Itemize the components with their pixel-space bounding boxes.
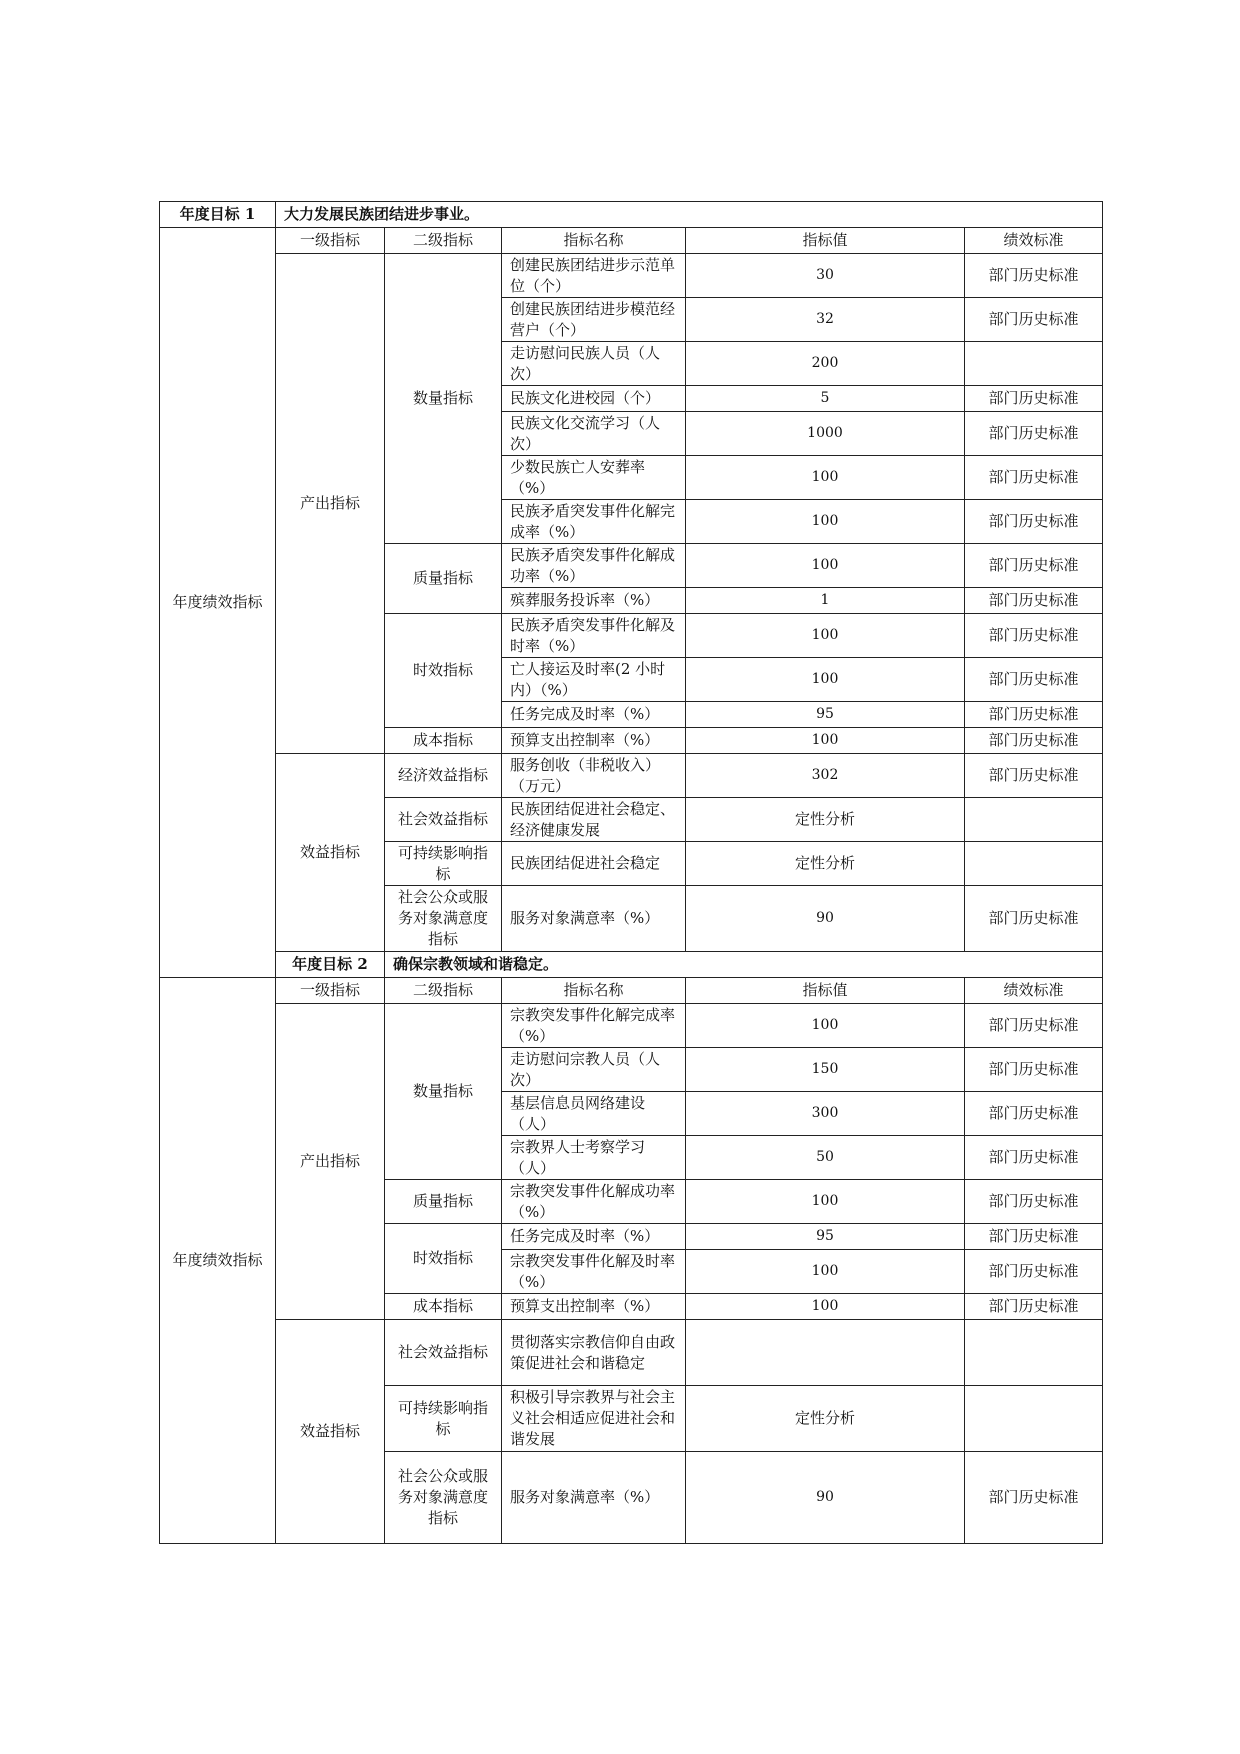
indicator-name: 创建民族团结进步示范单位（个） (502, 254, 686, 298)
level2-quantity: 数量指标 (385, 1004, 502, 1180)
indicator-value: 100 (686, 658, 965, 702)
header-row (160, 978, 1103, 1004)
indicator-name: 任务完成及时率（%） (502, 1224, 686, 1250)
indicator-value: 100 (686, 1250, 965, 1294)
goal-text: 确保宗教领域和谐稳定。 (385, 952, 1103, 978)
indicator-name: 任务完成及时率（%） (502, 702, 686, 728)
table-row (160, 754, 1103, 798)
indicator-standard: 部门历史标准 (965, 754, 1103, 798)
level2-quality: 质量指标 (385, 1180, 502, 1224)
level2-sustain: 可持续影响指标 (385, 842, 502, 886)
indicator-standard: 部门历史标准 (965, 1004, 1103, 1048)
level1-output: 产出指标 (276, 1004, 385, 1320)
indicator-name: 宗教突发事件化解成功率（%） (502, 1180, 686, 1224)
indicator-value: 1 (686, 588, 965, 614)
indicator-name: 民族文化交流学习（人次） (502, 412, 686, 456)
indicator-standard: 部门历史标准 (965, 1092, 1103, 1136)
table-row (160, 1320, 1103, 1386)
indicator-standard: 部门历史标准 (965, 614, 1103, 658)
indicator-name: 少数民族亡人安葬率（%） (502, 456, 686, 500)
header-standard: 绩效标准 (965, 228, 1103, 254)
level2-satisfaction: 社会公众或服务对象满意度指标 (385, 886, 502, 952)
goal-label: 年度目标 2 (276, 952, 385, 978)
indicator-name: 亡人接运及时率(2 小时内）（%） (502, 658, 686, 702)
indicator-standard: 部门历史标准 (965, 1224, 1103, 1250)
indicator-standard: 部门历史标准 (965, 886, 1103, 952)
indicator-value: 定性分析 (686, 842, 965, 886)
indicator-name: 基层信息员网络建设（人） (502, 1092, 686, 1136)
indicator-name: 创建民族团结进步模范经营户（个） (502, 298, 686, 342)
indicator-standard: 部门历史标准 (965, 728, 1103, 754)
indicator-standard: 部门历史标准 (965, 1136, 1103, 1180)
level2-cost: 成本指标 (385, 1294, 502, 1320)
level2-quantity: 数量指标 (385, 254, 502, 544)
indicator-value: 50 (686, 1136, 965, 1180)
level2-social: 社会效益指标 (385, 798, 502, 842)
level2-cost: 成本指标 (385, 728, 502, 754)
indicator-standard: 部门历史标准 (965, 412, 1103, 456)
level2-timeliness: 时效指标 (385, 614, 502, 728)
indicator-name: 民族矛盾突发事件化解及时率（%） (502, 614, 686, 658)
indicator-name: 积极引导宗教界与社会主义社会相适应促进社会和谐发展 (502, 1386, 686, 1452)
header-value: 指标值 (686, 978, 965, 1004)
indicator-standard: 部门历史标准 (965, 500, 1103, 544)
indicator-name: 贯彻落实宗教信仰自由政策促进社会和谐稳定 (502, 1320, 686, 1386)
indicator-value (686, 1320, 965, 1386)
indicator-name: 宗教界人士考察学习（人） (502, 1136, 686, 1180)
indicator-standard: 部门历史标准 (965, 1250, 1103, 1294)
indicator-name: 民族文化进校园（个） (502, 386, 686, 412)
indicator-standard: 部门历史标准 (965, 298, 1103, 342)
indicator-value: 95 (686, 702, 965, 728)
indicator-name: 宗教突发事件化解及时率（%） (502, 1250, 686, 1294)
indicator-value: 定性分析 (686, 1386, 965, 1452)
header-level2: 二级指标 (385, 228, 502, 254)
indicator-standard (965, 342, 1103, 386)
indicator-value: 1000 (686, 412, 965, 456)
indicator-name: 民族团结促进社会稳定、经济健康发展 (502, 798, 686, 842)
indicator-name: 预算支出控制率（%） (502, 728, 686, 754)
indicator-value: 100 (686, 1294, 965, 1320)
header-level1: 一级指标 (276, 978, 385, 1004)
header-row (160, 228, 1103, 254)
indicator-value: 95 (686, 1224, 965, 1250)
level2-sustain: 可持续影响指标 (385, 1386, 502, 1452)
indicator-value: 90 (686, 886, 965, 952)
indicator-standard: 部门历史标准 (965, 1048, 1103, 1092)
indicator-value: 100 (686, 544, 965, 588)
indicator-name: 走访慰问民族人员（人次） (502, 342, 686, 386)
indicator-standard (965, 798, 1103, 842)
indicator-standard (965, 1386, 1103, 1452)
indicator-value: 100 (686, 500, 965, 544)
indicator-value: 300 (686, 1092, 965, 1136)
indicator-name: 民族团结促进社会稳定 (502, 842, 686, 886)
header-name: 指标名称 (502, 228, 686, 254)
indicator-name: 服务创收（非税收入）（万元） (502, 754, 686, 798)
indicator-name: 服务对象满意率（%） (502, 1452, 686, 1544)
indicator-value: 302 (686, 754, 965, 798)
indicator-standard (965, 1320, 1103, 1386)
indicator-name: 预算支出控制率（%） (502, 1294, 686, 1320)
goal-text: 大力发展民族团结进步事业。 (276, 202, 1103, 228)
indicator-name: 民族矛盾突发事件化解成功率（%） (502, 544, 686, 588)
indicator-value: 200 (686, 342, 965, 386)
indicator-value: 30 (686, 254, 965, 298)
level2-quality: 质量指标 (385, 544, 502, 614)
level2-social: 社会效益指标 (385, 1320, 502, 1386)
indicator-standard: 部门历史标准 (965, 544, 1103, 588)
indicator-standard: 部门历史标准 (965, 658, 1103, 702)
indicator-value: 150 (686, 1048, 965, 1092)
level2-satisfaction: 社会公众或服务对象满意度指标 (385, 1452, 502, 1544)
indicator-standard: 部门历史标准 (965, 702, 1103, 728)
indicator-value: 32 (686, 298, 965, 342)
indicator-value: 100 (686, 1004, 965, 1048)
indicator-standard: 部门历史标准 (965, 588, 1103, 614)
table-row (160, 1004, 1103, 1048)
indicator-name: 走访慰问宗教人员（人次） (502, 1048, 686, 1092)
indicator-value: 定性分析 (686, 798, 965, 842)
header-level1: 一级指标 (276, 228, 385, 254)
level1-benefit: 效益指标 (276, 754, 385, 952)
indicator-standard: 部门历史标准 (965, 1180, 1103, 1224)
indicator-standard: 部门历史标准 (965, 1294, 1103, 1320)
goal-row (160, 202, 1103, 228)
header-value: 指标值 (686, 228, 965, 254)
level1-output: 产出指标 (276, 254, 385, 754)
indicator-name: 民族矛盾突发事件化解完成率（%） (502, 500, 686, 544)
indicator-standard: 部门历史标准 (965, 254, 1103, 298)
table-row (160, 254, 1103, 298)
header-level2: 二级指标 (385, 978, 502, 1004)
goal-label: 年度目标 1 (160, 202, 276, 228)
indicator-value: 100 (686, 614, 965, 658)
goal-row (160, 952, 1103, 978)
header-name: 指标名称 (502, 978, 686, 1004)
indicator-name: 宗教突发事件化解完成率（%） (502, 1004, 686, 1048)
performance-table (159, 201, 1103, 1544)
indicator-standard: 部门历史标准 (965, 386, 1103, 412)
indicator-standard (965, 842, 1103, 886)
indicator-standard: 部门历史标准 (965, 1452, 1103, 1544)
indicator-value: 100 (686, 1180, 965, 1224)
indicator-value: 5 (686, 386, 965, 412)
indicator-value: 100 (686, 728, 965, 754)
indicator-value: 90 (686, 1452, 965, 1544)
section-label: 年度绩效指标 (160, 978, 276, 1544)
level2-economic: 经济效益指标 (385, 754, 502, 798)
indicator-name: 服务对象满意率（%） (502, 886, 686, 952)
level2-timeliness: 时效指标 (385, 1224, 502, 1294)
section-label: 年度绩效指标 (160, 228, 276, 978)
indicator-standard: 部门历史标准 (965, 456, 1103, 500)
header-standard: 绩效标准 (965, 978, 1103, 1004)
indicator-name: 殡葬服务投诉率（%） (502, 588, 686, 614)
level1-benefit: 效益指标 (276, 1320, 385, 1544)
indicator-value: 100 (686, 456, 965, 500)
